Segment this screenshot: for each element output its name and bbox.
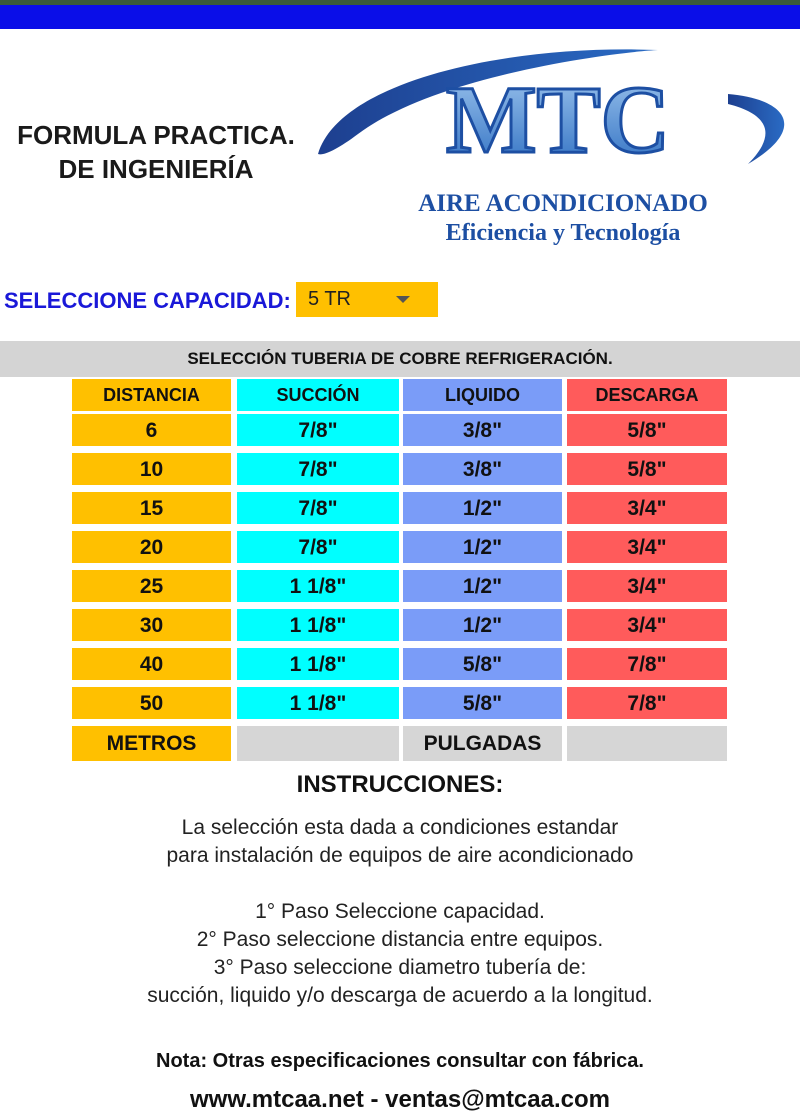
- contact-footer: www.mtcaa.net - ventas@mtcaa.com: [190, 1086, 610, 1113]
- logo-subtitle: AIRE ACONDICIONADO: [418, 190, 708, 217]
- table-row: [0, 453, 800, 485]
- liquid-cell: 5/8": [403, 687, 562, 719]
- top-bar: [0, 5, 800, 29]
- instruction-step: 1° Paso Seleccione capacidad.: [255, 900, 545, 923]
- discharge-cell: 5/8": [567, 414, 727, 446]
- liquid-cell: 3/8": [403, 414, 562, 446]
- distance-cell: 30: [72, 609, 231, 641]
- discharge-cell: 3/4": [567, 531, 727, 563]
- table-header-row: [0, 379, 800, 411]
- column-header-discharge: DESCARGA: [567, 379, 727, 411]
- suction-cell: 1 1/8": [237, 570, 399, 602]
- suction-cell: 1 1/8": [237, 687, 399, 719]
- table-row: [0, 570, 800, 602]
- distance-cell: 15: [72, 492, 231, 524]
- liquid-cell: 5/8": [403, 648, 562, 680]
- table-row: [0, 414, 800, 446]
- units-empty-cell: [237, 726, 399, 761]
- page-title-line1: FORMULA PRACTICA.: [17, 120, 295, 150]
- discharge-cell: 3/4": [567, 492, 727, 524]
- distance-cell: 40: [72, 648, 231, 680]
- suction-cell: 7/8": [237, 531, 399, 563]
- capacity-label: SELECCIONE CAPACIDAD:: [4, 288, 291, 313]
- distance-cell: 10: [72, 453, 231, 485]
- instruction-step: 3° Paso seleccione diametro tubería de:: [213, 956, 587, 979]
- discharge-cell: 3/4": [567, 570, 727, 602]
- table-title: SELECCIÓN TUBERIA DE COBRE REFRIGERACIÓN.: [0, 341, 800, 377]
- suction-cell: 7/8": [237, 492, 399, 524]
- column-header-liquid: LIQUIDO: [403, 379, 562, 411]
- suction-cell: 7/8": [237, 453, 399, 485]
- units-distance: METROS: [72, 726, 231, 761]
- dropdown-arrow-icon: [396, 296, 410, 303]
- logo-tagline: Eficiencia y Tecnología: [445, 220, 681, 246]
- liquid-cell: 1/2": [403, 609, 562, 641]
- suction-cell: 1 1/8": [237, 648, 399, 680]
- table-units-row: [0, 726, 800, 761]
- discharge-cell: 7/8": [567, 648, 727, 680]
- page-title: [0, 118, 312, 186]
- column-header-distance: DISTANCIA: [72, 379, 231, 411]
- discharge-cell: 5/8": [567, 453, 727, 485]
- table-row: [0, 648, 800, 680]
- liquid-cell: 1/2": [403, 531, 562, 563]
- table-row: [0, 609, 800, 641]
- table-row: [0, 492, 800, 524]
- capacity-selected-value: 5 TR: [308, 288, 351, 310]
- distance-cell: 6: [72, 414, 231, 446]
- discharge-cell: 7/8": [567, 687, 727, 719]
- suction-cell: 7/8": [237, 414, 399, 446]
- distance-cell: 20: [72, 531, 231, 563]
- table-row: [0, 687, 800, 719]
- suction-cell: 1 1/8": [237, 609, 399, 641]
- discharge-cell: 3/4": [567, 609, 727, 641]
- column-header-suction: SUCCIÓN: [237, 379, 399, 411]
- table-row: [0, 531, 800, 563]
- capacity-dropdown[interactable]: [296, 282, 438, 317]
- liquid-cell: 1/2": [403, 570, 562, 602]
- units-empty-cell: [567, 726, 727, 761]
- units-diameter: PULGADAS: [403, 726, 562, 761]
- distance-cell: 50: [72, 687, 231, 719]
- liquid-cell: 1/2": [403, 492, 562, 524]
- instruction-line: La selección esta dada a condiciones estandar: [181, 816, 619, 839]
- page-title-line2: DE INGENIERÍA: [58, 154, 254, 184]
- distance-cell: 25: [72, 570, 231, 602]
- factory-note: Nota: Otras especificaciones consultar con fábrica.: [156, 1050, 644, 1072]
- instruction-line: para instalación de equipos de aire acondicionado: [166, 844, 634, 867]
- instructions-title: INSTRUCCIONES:: [296, 771, 504, 798]
- mtc-brand-text: MTC: [446, 66, 670, 173]
- liquid-cell: 3/8": [403, 453, 562, 485]
- instruction-step: succión, liquido y/o descarga de acuerdo a la longitud.: [147, 984, 653, 1007]
- instruction-step: 2° Paso seleccione distancia entre equipos.: [196, 928, 604, 951]
